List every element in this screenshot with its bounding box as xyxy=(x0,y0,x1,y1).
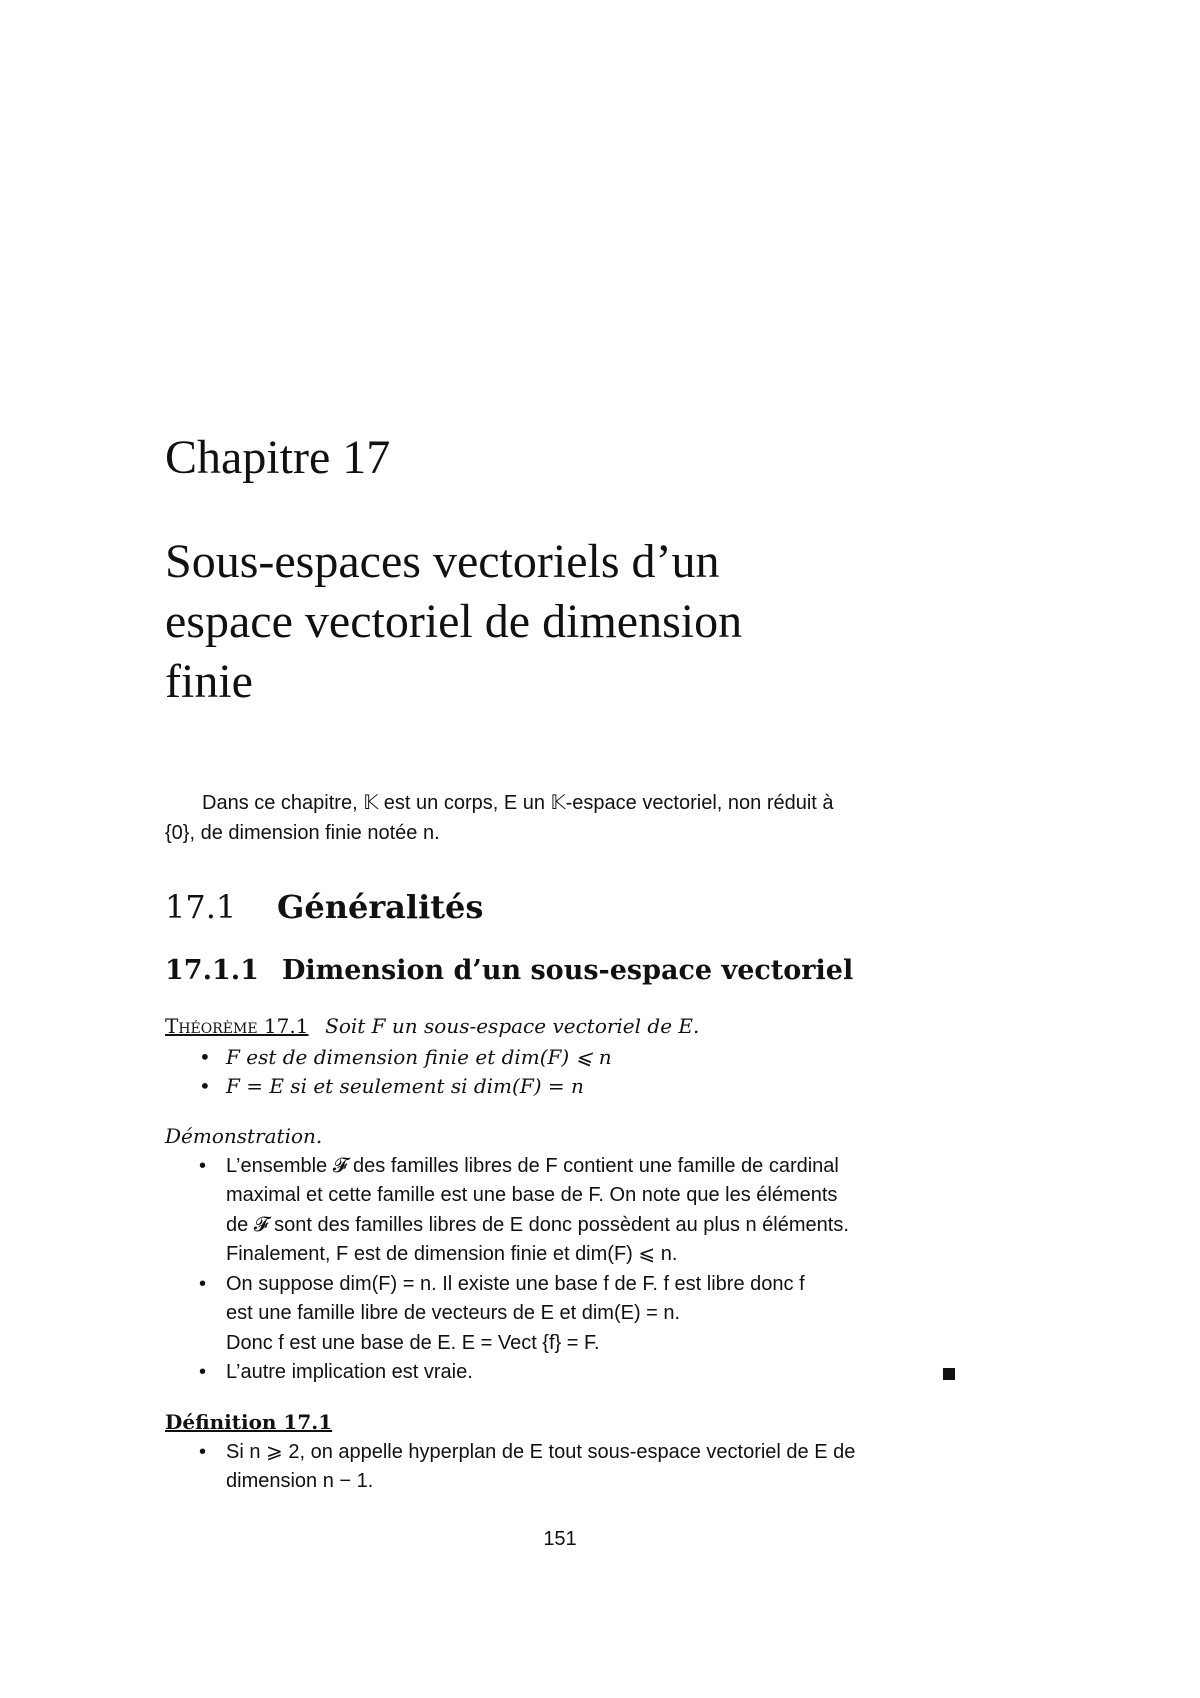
chapter-title-line: espace vectoriel de dimension xyxy=(165,595,743,648)
subsection-title: Dimension d’un sous-espace vectoriel xyxy=(282,955,854,986)
definition-item xyxy=(165,1438,955,1497)
proof-line: Finalement, F est de dimension finie et dim(F) ⩽ n. xyxy=(226,1243,678,1265)
proof-line: • L’ensemble 𝓕 des familles libres de F contient une famille de cardinal xyxy=(226,1154,839,1177)
definition-line: • Si n ⩾ 2, on appelle hyperplan de E tout sous-espace vectoriel de E de xyxy=(226,1440,856,1463)
definition-list xyxy=(165,1438,955,1497)
intro-line: Dans ce chapitre, 𝕂 est un corps, E un 𝕂-espace vectoriel, non réduit à xyxy=(202,792,834,814)
proof-item xyxy=(165,1358,955,1388)
theorem-statement: Soit F un sous-espace vectoriel de E. xyxy=(325,1014,700,1038)
intro-paragraph xyxy=(165,788,955,848)
proof-label: Démonstration. xyxy=(165,1124,323,1148)
proof-line: de 𝓕 sont des familles libres de E donc possèdent au plus n éléments. xyxy=(226,1213,849,1236)
definition-head: Définition 17.1 xyxy=(165,1410,333,1434)
proof-list xyxy=(165,1152,955,1388)
definition-block xyxy=(165,1408,955,1497)
proof-block xyxy=(165,1122,955,1388)
definition-line: dimension n − 1. xyxy=(226,1470,374,1492)
theorem-list xyxy=(165,1043,955,1102)
chapter-title xyxy=(165,532,1065,712)
page-number: 151 xyxy=(543,1528,577,1550)
proof-item xyxy=(165,1270,955,1359)
subsection-number: 17.1.1 xyxy=(165,955,259,986)
proof-line: • On suppose dim(F) = n. Il existe une base f de F. f est libre donc f xyxy=(226,1272,805,1295)
theorem-head: Théorème 17.1 xyxy=(165,1014,309,1038)
theorem-item: • F = E si et seulement si dim(F) = n xyxy=(165,1072,955,1102)
proof-line: maximal et cette famille est une base de F. On note que les éléments xyxy=(226,1184,838,1206)
section-heading xyxy=(165,888,483,926)
section-number: 17.1 xyxy=(165,888,237,926)
proof-item xyxy=(165,1152,955,1270)
chapter-title-line: Sous-espaces vectoriels d’un xyxy=(165,535,720,588)
proof-line: est une famille libre de vecteurs de E et dim(E) = n. xyxy=(226,1302,681,1324)
chapter-title-line: finie xyxy=(165,655,253,708)
theorem-block xyxy=(165,1012,955,1102)
subsection-heading xyxy=(165,955,853,986)
proof-line: • L’autre implication est vraie. xyxy=(226,1361,473,1383)
qed-square-icon xyxy=(943,1368,955,1380)
proof-line: Donc f est une base de E. E = Vect {f} = F. xyxy=(226,1331,600,1354)
chapter-label: Chapitre 17 xyxy=(165,431,391,484)
section-title: Généralités xyxy=(277,888,484,926)
theorem-item: • F est de dimension finie et dim(F) ⩽ n xyxy=(165,1043,955,1073)
intro-line: {0}, de dimension finie notée n. xyxy=(165,822,440,844)
